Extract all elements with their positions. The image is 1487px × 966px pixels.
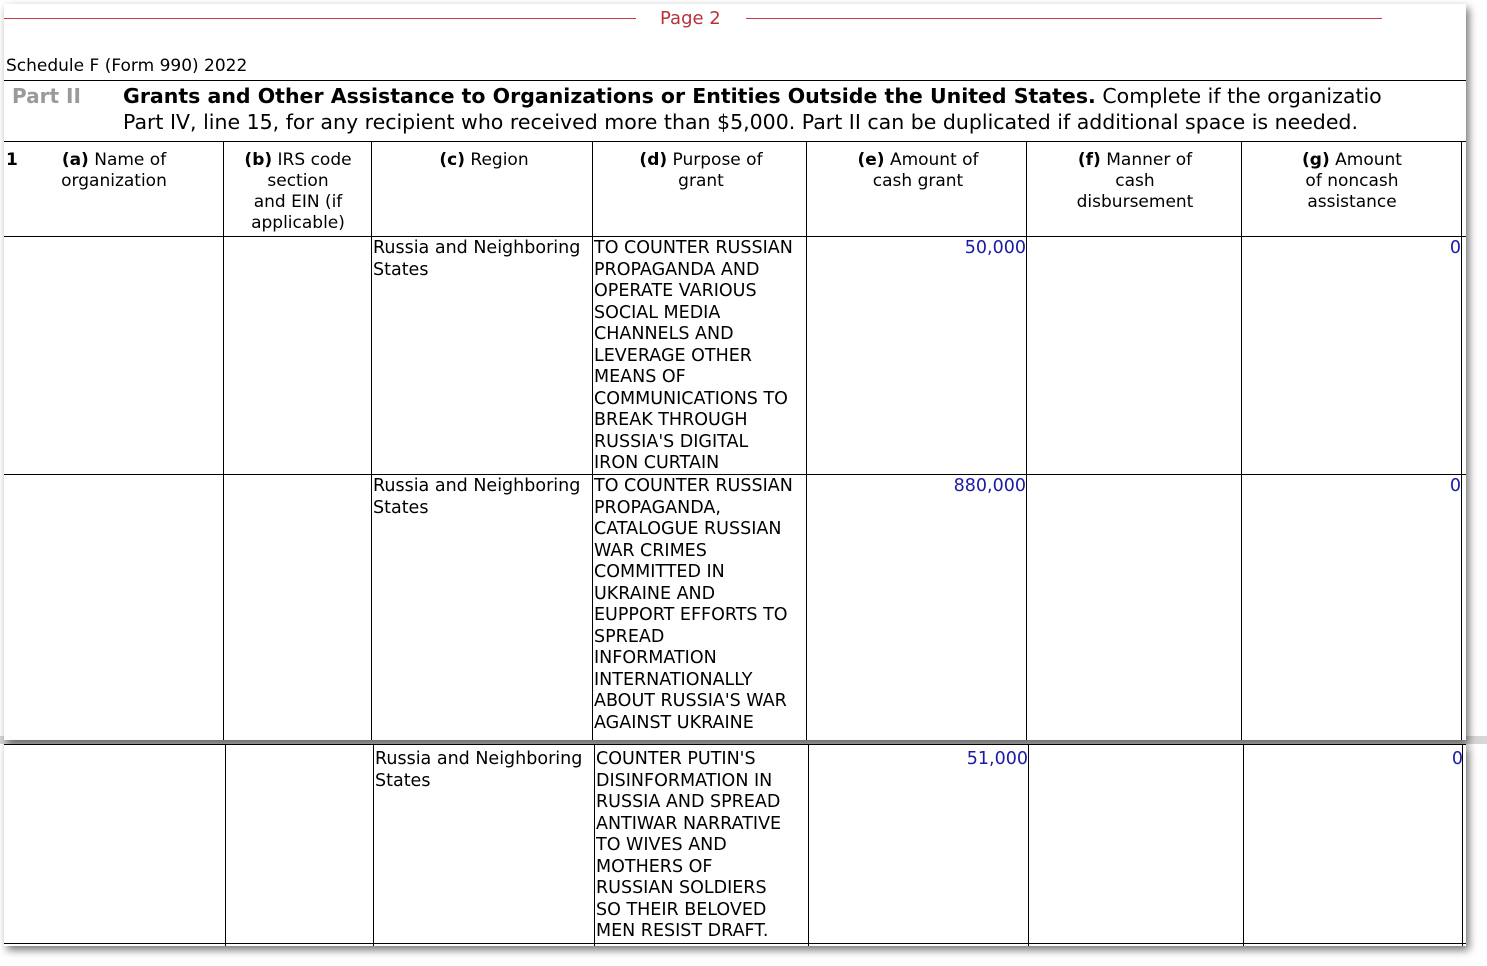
col-header-e: (e) Amount of cash grant [857, 150, 979, 191]
page-marker-label: Page 2 [660, 8, 721, 29]
part-title-rest: Complete if the organizatio [1095, 84, 1382, 108]
col-divider [1243, 744, 1244, 946]
col-header-c: (c) Region [439, 150, 529, 170]
col-header-g: (g) Amount of noncash assistance [1302, 150, 1402, 212]
row-divider [4, 744, 1466, 745]
table-row-2-cash-grant: 880,000 [953, 476, 1026, 496]
table-row-2-purpose: TO COUNTER RUSSIAN PROPAGANDA, CATALOGUE RUSSIAN WAR CRIMES COMMITTED IN UKRAINE AND EUPPORT EFFORTS TO SPREAD INFORMATION INTERNATIONALLY ABOUT RUSSIA'S WAR AGAINST UKRAINE [594, 476, 793, 733]
table-row-3-noncash: 0 [1451, 749, 1463, 769]
col-divider [1241, 141, 1242, 740]
page-marker-rule-left [4, 18, 636, 19]
table-row-1-cash-grant: 50,000 [964, 238, 1026, 258]
col-divider [592, 141, 593, 740]
col-divider [373, 744, 374, 946]
table-row-1-purpose: TO COUNTER RUSSIAN PROPAGANDA AND OPERATE VARIOUS SOCIAL MEDIA CHANNELS AND LEVERAGE OTHER MEANS OF COMMUNICATIONS TO BREAK THROUGH RUSSIA'S DIGITAL IRON CURTAIN [594, 238, 793, 473]
col-header-a: (a) Name of organization [61, 150, 167, 191]
col-header-d: (d) Purpose of grant [639, 150, 763, 191]
part-top-rule [4, 80, 1466, 81]
col-divider [223, 141, 224, 740]
col-header-b: (b) IRS code section and EIN (if applicable) [244, 150, 352, 233]
part-title-bold: Grants and Other Assistance to Organizations or Entities Outside the United States. [123, 84, 1096, 108]
table-row-1-region: Russia and Neighboring States [373, 238, 581, 280]
table-row-3-cash-grant: 51,000 [966, 749, 1028, 769]
page-marker-rule-right [746, 18, 1382, 19]
table-row-3-purpose: COUNTER PUTIN'S DISINFORMATION IN RUSSIA AND SPREAD ANTIWAR NARRATIVE TO WIVES AND MOTHERS OF RUSSIAN SOLDIERS SO THEIR BELOVED MEN RESIST DRAFT. [596, 749, 782, 941]
form-page-top [4, 4, 1466, 740]
row-divider [4, 474, 1466, 475]
line-number: 1 [6, 150, 18, 170]
part-label: Part II [12, 84, 81, 108]
col-header-f: (f) Manner of cash disbursement [1076, 150, 1194, 212]
page-marker [4, 8, 1384, 30]
table-row-2-region: Russia and Neighboring States [373, 476, 581, 518]
col-divider [1026, 141, 1027, 740]
table-row-2-noncash: 0 [1449, 476, 1461, 496]
table-row-3-region: Russia and Neighboring States [375, 749, 583, 791]
col-divider [1461, 141, 1462, 740]
col-divider [1028, 744, 1029, 946]
form-page-bottom [4, 744, 1466, 946]
col-divider [1462, 744, 1463, 946]
col-divider [371, 141, 372, 740]
table-row-1-noncash: 0 [1449, 238, 1461, 258]
row-divider [4, 943, 1466, 944]
form-identifier: Schedule F (Form 990) 2022 [6, 56, 248, 76]
part-title-line2: Part IV, line 15, for any recipient who received more than $5,000. Part II can be duplicated if additional space is needed. [123, 110, 1358, 134]
col-divider [225, 744, 226, 946]
part-title [123, 83, 1382, 135]
